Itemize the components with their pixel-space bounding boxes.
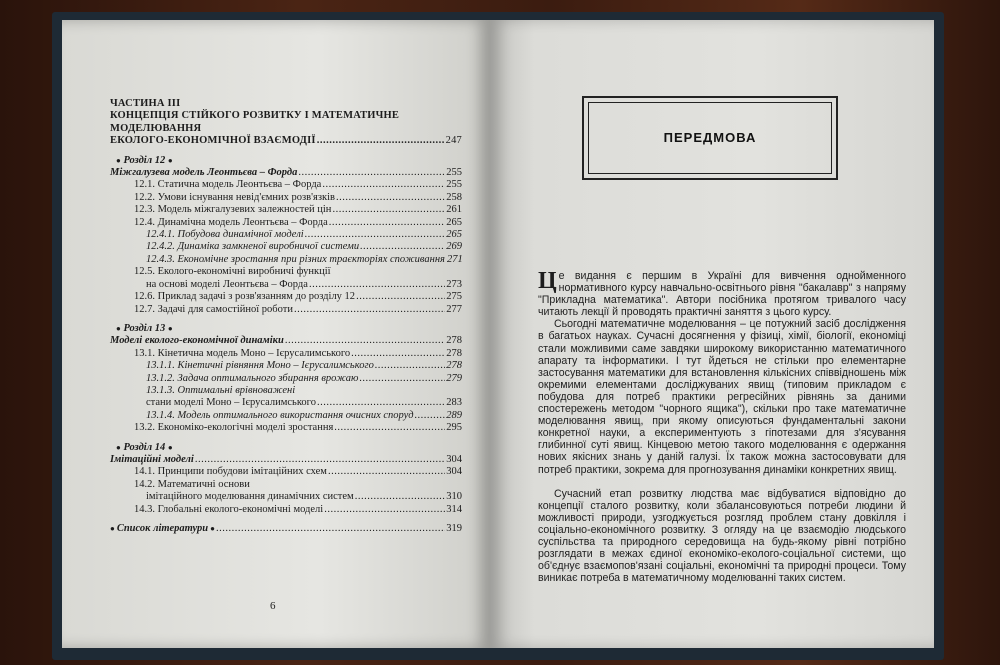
paragraph: Сьогодні математичне моделювання – це потужний засіб дослідження в багатьох науках. Сучасні досягнення у фізиці, хімії, біології, економіці стали можливими саме завдяки широкому використанню математичного апарату та інформатики. І тут йдеться не стільки про елементарне застосування математики для встановлення кількісних співвідношень між окремими елементами досліджуваних явищ (типовим прикладом є побудова для потреб практики регресійних рівнянь за даними спостережень методом "чорного ящика"), скільки про таке математичне моделювання явищ, при якому описуються фундаментальні закони конкретної науки, а експериментують з гіпотезами для з'ясування глибинної суті явищ. Кінцевою метою такого моделювання є одержання нових якісних знань у даній галузі. Їх також можна застосовувати для потреб практики, зокрема для прогнозування динаміки конкретних явищ.	[538, 318, 906, 476]
chapter-12-items	[110, 179, 462, 315]
paragraph: Це видання є першим в Україні для вивчення однойменного нормативного курсу навчально-освітнього рівня "бакалавр" з напряму "Прикладна математика". Автори посібника протягом тривалого часу читають лекції й проводять практичні заняття з цього курсу.	[538, 268, 906, 319]
toc-row[interactable]	[110, 229, 462, 241]
toc-row[interactable]	[110, 422, 462, 434]
leader-dots	[317, 397, 445, 409]
toc-row[interactable]	[110, 397, 462, 409]
paragraph: Сучасний етап розвитку людства має відбуватися відповідно до концепції сталого розвитку, коли збалансовуються потреби людини й можливості природи, узгоджується розгляд проблем стану довкілля і соціально-економічного розвитку. З огляду на це взаємодію людського суспільства та природного середовища на будь-якому рівні потрібно розглядати в межах єдиної економіко-еколого-соціальної системи, що об'єднує взаємопов'язані соціальні, економічні та природні процеси. Тому виникає потреба в математичному моделюванні таких систем.	[538, 487, 906, 585]
page-ref: 283	[446, 397, 462, 409]
toc-entry-title: 12.4. Динамічна модель Леонтьєва – Форда	[134, 216, 328, 228]
table-of-contents	[110, 98, 462, 535]
preface-heading-frame	[582, 96, 838, 180]
toc-row-references[interactable]	[110, 523, 462, 535]
toc-row[interactable]	[110, 241, 462, 253]
leader-dots	[359, 373, 445, 385]
toc-entry-title: 13.1.2. Задача оптимального збирання врожаю	[146, 372, 359, 384]
chapter-14-label: ● Розділ 14 ●	[116, 441, 173, 453]
page-ref: 319	[446, 523, 462, 534]
page-ref: 261	[446, 204, 462, 216]
leader-dots	[356, 291, 445, 303]
toc-entry-title: стани моделі Моно – Ієрусалимського	[146, 397, 316, 409]
page-ref: 247	[445, 135, 462, 147]
toc-entry-title: 12.1. Статична модель Леонтьєва – Форда	[134, 179, 322, 191]
toc-entry-title: 13.1.4. Модель оптимального використання очисних споруд	[146, 409, 414, 421]
page-ref: 278	[446, 335, 462, 347]
toc-row-part[interactable]	[110, 135, 462, 147]
toc-row[interactable]	[110, 192, 462, 204]
toc-entry-title: 12.4.2. Динаміка замкненої виробничої системи	[146, 241, 360, 253]
toc-row[interactable]	[110, 348, 462, 360]
leader-dots	[336, 192, 445, 204]
toc-entry-title: 13.1.1. Кінетичні рівняння Моно – Ієрусалимського	[146, 360, 374, 372]
page-ref: 314	[446, 503, 462, 515]
page-ref: 269	[446, 241, 462, 253]
part-label: ЧАСТИНА III	[110, 98, 181, 109]
leader-dots	[351, 348, 445, 360]
chapter-14-items	[110, 466, 462, 516]
leader-dots	[328, 466, 445, 478]
page-ref: 304	[446, 453, 462, 465]
toc-entry-title: 13.1. Кінетична модель Моно – Ієрусалимського	[134, 347, 351, 359]
page-ref: 304	[446, 466, 462, 478]
toc-row[interactable]	[110, 491, 462, 503]
toc-entry-title: 12.6. Приклад задачі з розв'язанням до розділу 12	[134, 291, 356, 303]
toc-row[interactable]	[110, 373, 462, 385]
toc-row[interactable]	[110, 410, 462, 422]
toc-entry-title: 13.2. Економіко-екологічні моделі зростання	[134, 422, 334, 434]
page-ref: 271	[446, 253, 463, 265]
page-ref: 255	[446, 179, 462, 191]
toc-row[interactable]	[110, 504, 462, 516]
preface-heading: ПЕРЕДМОВА	[663, 130, 757, 145]
leader-dots	[324, 504, 445, 516]
leader-dots	[305, 229, 446, 241]
toc-row[interactable]	[110, 291, 462, 303]
chapter-14-title: Імітаційні моделі	[110, 453, 194, 465]
page-ref: 273	[446, 278, 462, 290]
chapter-13-items	[110, 348, 462, 435]
toc-entry-title: 12.3. Модель міжгалузевих залежностей цін	[134, 204, 332, 216]
toc-row[interactable]	[110, 254, 462, 266]
toc-row-ch12[interactable]	[110, 167, 462, 179]
toc-entry-title: 13.1.3. Оптимальні врівноважені	[146, 384, 296, 396]
toc-row[interactable]	[110, 304, 462, 316]
page-ref: 289	[446, 409, 462, 421]
toc-row-ch14[interactable]	[110, 454, 462, 466]
leader-dots	[332, 204, 445, 216]
toc-entry-title: 12.4.3. Економічне зростання при різних траєкторіях споживання	[146, 253, 445, 265]
references-label: ● Список літератури ●	[110, 523, 215, 534]
toc-entry-title: 12.2. Умови існування невід'ємних розв'язків	[134, 191, 335, 203]
drop-cap: Ц	[538, 268, 557, 294]
page-ref: 275	[446, 291, 462, 303]
part-title: КОНЦЕПЦІЯ СТІЙКОГО РОЗВИТКУ І МАТЕМАТИЧНЕ МОДЕЛЮВАННЯ	[110, 110, 400, 134]
leader-dots	[415, 410, 446, 422]
leader-dots	[322, 179, 445, 191]
page-ref: 265	[446, 229, 462, 241]
toc-row[interactable]	[110, 360, 462, 372]
toc-entry-title: 12.7. Задачі для самостійної роботи	[134, 303, 293, 315]
toc-entry-title: 14.2. Математичні основи	[134, 478, 250, 490]
leader-dots	[355, 491, 446, 503]
chapter-12-label: ● Розділ 12 ●	[116, 154, 173, 166]
page-ref: 279	[446, 372, 462, 384]
page-ref: 295	[446, 422, 462, 434]
page-ref: 278	[446, 360, 462, 372]
toc-entry-title: 12.5. Еколого-економічні виробничі функції	[134, 266, 331, 278]
leader-dots	[334, 422, 445, 434]
right-page	[490, 20, 934, 648]
leader-dots	[360, 241, 445, 253]
toc-entry-title: на основі моделі Леонтьєва – Форда	[146, 278, 308, 290]
toc-row[interactable]	[110, 385, 462, 397]
toc-row[interactable]	[110, 266, 462, 278]
left-page	[62, 20, 490, 648]
toc-row[interactable]	[110, 466, 462, 478]
leader-dots	[309, 279, 445, 291]
preface-body	[538, 270, 906, 584]
toc-entry-title: 14.3. Глобальні еколого-економічні моделі	[134, 503, 324, 515]
leader-dots	[317, 135, 445, 147]
toc-row[interactable]	[110, 204, 462, 216]
page-ref: 255	[446, 167, 462, 179]
chapter-13-label: ● Розділ 13 ●	[116, 322, 173, 334]
toc-row-ch13[interactable]	[110, 335, 462, 347]
page-ref: 277	[446, 303, 462, 315]
page-ref: 258	[446, 191, 462, 203]
toc-row[interactable]	[110, 479, 462, 491]
leader-dots	[329, 217, 445, 229]
toc-entry-title: імітаційного моделювання динамічних систем	[146, 491, 354, 503]
toc-entry-title: 14.1. Принципи побудови імітаційних схем	[134, 466, 327, 478]
part-title-2: ЕКОЛОГО-ЕКОНОМІЧНОЇ ВЗАЄМОДІЇ	[110, 135, 316, 147]
page-ref: 265	[446, 216, 462, 228]
toc-row[interactable]	[110, 217, 462, 229]
toc-entry-title: 12.4.1. Побудова динамічної моделі	[146, 229, 304, 241]
leader-dots	[294, 304, 445, 316]
page-ref: 310	[446, 491, 462, 503]
page-ref: 278	[446, 347, 462, 359]
chapter-12-title: Міжгалузева модель Леонтьєва – Форда	[110, 167, 298, 179]
chapter-13-title: Моделі еколого-економічної динаміки	[110, 335, 284, 347]
toc-row[interactable]	[110, 279, 462, 291]
leader-dots	[375, 360, 445, 372]
page-number: 6	[270, 600, 276, 612]
toc-row[interactable]	[110, 179, 462, 191]
